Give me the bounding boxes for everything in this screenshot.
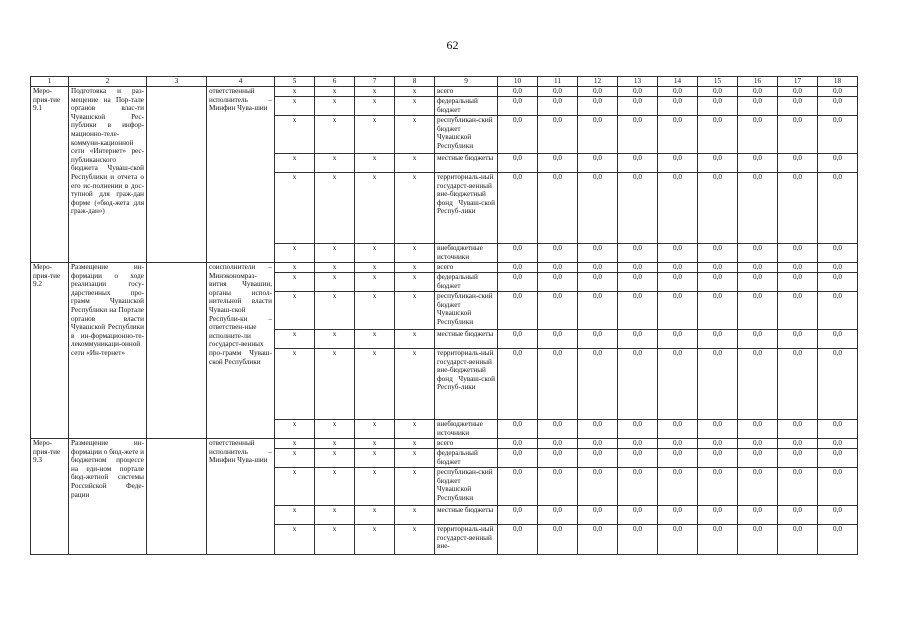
column-header: 11 — [538, 77, 578, 87]
value-cell: 0,0 — [618, 263, 658, 273]
x-cell: x — [315, 87, 355, 97]
value-cell: 0,0 — [698, 439, 738, 449]
column-header: 10 — [498, 77, 538, 87]
value-cell: 0,0 — [818, 449, 858, 468]
column-header: 17 — [778, 77, 818, 87]
value-cell: 0,0 — [698, 525, 738, 555]
value-cell: 0,0 — [538, 263, 578, 273]
x-cell: x — [395, 468, 435, 506]
value-cell: 0,0 — [738, 506, 778, 525]
x-cell: x — [275, 506, 315, 525]
value-cell: 0,0 — [778, 349, 818, 420]
x-cell: x — [395, 349, 435, 420]
value-cell: 0,0 — [778, 525, 818, 555]
x-cell: x — [395, 525, 435, 555]
source-cell: территориаль-ный государст-венный вне-бюджетный фонд Чуваш-ской Респуб-лики — [435, 173, 498, 244]
value-cell: 0,0 — [698, 349, 738, 420]
x-cell: x — [315, 263, 355, 273]
source-cell: местные бюджеты — [435, 154, 498, 173]
x-cell: x — [355, 154, 395, 173]
executor-cell: ответственный исполнитель – Минфин Чува-шии — [207, 87, 275, 263]
source-cell: федеральный бюджет — [435, 97, 498, 116]
source-cell: всего — [435, 439, 498, 449]
value-cell: 0,0 — [818, 263, 858, 273]
x-cell: x — [275, 292, 315, 330]
x-cell: x — [355, 468, 395, 506]
x-cell: x — [395, 420, 435, 439]
source-cell: местные бюджеты — [435, 330, 498, 349]
value-cell: 0,0 — [538, 154, 578, 173]
x-cell: x — [315, 273, 355, 292]
column-header: 5 — [275, 77, 315, 87]
value-cell: 0,0 — [618, 97, 658, 116]
source-cell: республикан-ский бюджет Чувашской Республики — [435, 468, 498, 506]
x-cell: x — [315, 468, 355, 506]
value-cell: 0,0 — [698, 263, 738, 273]
value-cell: 0,0 — [778, 292, 818, 330]
value-cell: 0,0 — [538, 116, 578, 154]
x-cell: x — [355, 349, 395, 420]
value-cell: 0,0 — [498, 468, 538, 506]
page-number: 62 — [446, 38, 459, 52]
x-cell: x — [315, 525, 355, 555]
x-cell: x — [275, 263, 315, 273]
value-cell: 0,0 — [538, 506, 578, 525]
x-cell: x — [355, 439, 395, 449]
value-cell: 0,0 — [658, 173, 698, 244]
header-row — [31, 77, 858, 87]
x-cell: x — [355, 173, 395, 244]
executor-cell: соисполнители – Минэкономраз-вития Чувашии, органы испол-нительной власти Чуваш-ской Республи-ки – ответствен-ные исполните-ли государст-венных про-грамм Чуваш-ской Республики — [207, 263, 275, 439]
value-cell: 0,0 — [658, 330, 698, 349]
column-header: 4 — [207, 77, 275, 87]
value-cell: 0,0 — [578, 87, 618, 97]
x-cell: x — [275, 439, 315, 449]
x-cell: x — [275, 468, 315, 506]
column-header: 9 — [435, 77, 498, 87]
value-cell: 0,0 — [738, 449, 778, 468]
value-cell: 0,0 — [698, 273, 738, 292]
value-cell: 0,0 — [538, 173, 578, 244]
value-cell: 0,0 — [578, 173, 618, 244]
value-cell: 0,0 — [778, 244, 818, 263]
x-cell: x — [355, 97, 395, 116]
x-cell: x — [315, 116, 355, 154]
source-cell: федеральный бюджет — [435, 273, 498, 292]
x-cell: x — [395, 292, 435, 330]
value-cell: 0,0 — [818, 439, 858, 449]
value-cell: 0,0 — [778, 420, 818, 439]
x-cell: x — [355, 244, 395, 263]
value-cell: 0,0 — [618, 330, 658, 349]
source-cell: республикан-ский бюджет Чувашской Республики — [435, 116, 498, 154]
value-cell: 0,0 — [738, 525, 778, 555]
column-header: 12 — [578, 77, 618, 87]
column-header: 7 — [355, 77, 395, 87]
column-header: 6 — [315, 77, 355, 87]
x-cell: x — [395, 244, 435, 263]
value-cell: 0,0 — [578, 420, 618, 439]
value-cell: 0,0 — [658, 116, 698, 154]
value-cell: 0,0 — [578, 506, 618, 525]
value-cell: 0,0 — [538, 330, 578, 349]
value-cell: 0,0 — [658, 273, 698, 292]
description-cell: Размещение ин-формации о ходе реализации госу-дарственных про-грамм Чувашской Республики на Портале органов власти Чувашской Республики в ин-формационно-те-лекоммуникаци-онной сети «Ин-тернет» — [69, 263, 147, 439]
value-cell: 0,0 — [498, 420, 538, 439]
value-cell: 0,0 — [618, 420, 658, 439]
source-cell: местные бюджеты — [435, 506, 498, 525]
value-cell: 0,0 — [698, 506, 738, 525]
value-cell: 0,0 — [738, 468, 778, 506]
value-cell: 0,0 — [498, 439, 538, 449]
value-cell: 0,0 — [658, 449, 698, 468]
value-cell: 0,0 — [658, 292, 698, 330]
x-cell: x — [315, 154, 355, 173]
value-cell: 0,0 — [698, 173, 738, 244]
x-cell: x — [275, 273, 315, 292]
value-cell: 0,0 — [698, 330, 738, 349]
value-cell: 0,0 — [658, 244, 698, 263]
value-cell: 0,0 — [698, 154, 738, 173]
measure-cell: Меро-прия-тие 9.3 — [31, 439, 69, 555]
x-cell: x — [315, 420, 355, 439]
value-cell: 0,0 — [818, 468, 858, 506]
description-cell: Размещение ин-формации о бюд-жете и бюджетном процессе на еди-ном портале бюд-жетной системы Российской Феде-рации — [69, 439, 147, 555]
value-cell: 0,0 — [778, 116, 818, 154]
value-cell: 0,0 — [658, 439, 698, 449]
source-cell: федеральный бюджет — [435, 449, 498, 468]
value-cell: 0,0 — [818, 330, 858, 349]
measure-cell: Меро-прия-тие 9.1 — [31, 87, 69, 263]
x-cell: x — [395, 87, 435, 97]
value-cell: 0,0 — [618, 292, 658, 330]
value-cell: 0,0 — [498, 506, 538, 525]
value-cell: 0,0 — [778, 468, 818, 506]
x-cell: x — [275, 330, 315, 349]
value-cell: 0,0 — [778, 273, 818, 292]
x-cell: x — [275, 449, 315, 468]
value-cell: 0,0 — [498, 263, 538, 273]
value-cell: 0,0 — [818, 97, 858, 116]
value-cell: 0,0 — [538, 349, 578, 420]
x-cell: x — [395, 330, 435, 349]
value-cell: 0,0 — [698, 97, 738, 116]
value-cell: 0,0 — [578, 449, 618, 468]
x-cell: x — [395, 97, 435, 116]
value-cell: 0,0 — [738, 439, 778, 449]
value-cell: 0,0 — [738, 97, 778, 116]
value-cell: 0,0 — [498, 330, 538, 349]
value-cell: 0,0 — [498, 273, 538, 292]
value-cell: 0,0 — [498, 97, 538, 116]
value-cell: 0,0 — [658, 468, 698, 506]
value-cell: 0,0 — [578, 97, 618, 116]
value-cell: 0,0 — [818, 154, 858, 173]
x-cell: x — [275, 420, 315, 439]
value-cell: 0,0 — [738, 116, 778, 154]
x-cell: x — [275, 87, 315, 97]
value-cell: 0,0 — [738, 154, 778, 173]
value-cell: 0,0 — [778, 439, 818, 449]
source-cell: внебюджетные источники — [435, 244, 498, 263]
x-cell: x — [315, 439, 355, 449]
value-cell: 0,0 — [538, 449, 578, 468]
value-cell: 0,0 — [618, 525, 658, 555]
empty-cell — [147, 87, 207, 263]
value-cell: 0,0 — [658, 525, 698, 555]
value-cell: 0,0 — [618, 506, 658, 525]
value-cell: 0,0 — [498, 525, 538, 555]
value-cell: 0,0 — [618, 244, 658, 263]
x-cell: x — [355, 525, 395, 555]
table-row — [31, 87, 858, 97]
value-cell: 0,0 — [578, 154, 618, 173]
value-cell: 0,0 — [818, 273, 858, 292]
table-row — [31, 439, 858, 449]
column-header: 16 — [738, 77, 778, 87]
x-cell: x — [395, 263, 435, 273]
value-cell: 0,0 — [618, 349, 658, 420]
x-cell: x — [315, 244, 355, 263]
value-cell: 0,0 — [578, 292, 618, 330]
value-cell: 0,0 — [778, 154, 818, 173]
value-cell: 0,0 — [498, 173, 538, 244]
value-cell: 0,0 — [658, 349, 698, 420]
value-cell: 0,0 — [738, 244, 778, 263]
value-cell: 0,0 — [698, 420, 738, 439]
value-cell: 0,0 — [818, 87, 858, 97]
x-cell: x — [275, 525, 315, 555]
value-cell: 0,0 — [658, 263, 698, 273]
value-cell: 0,0 — [698, 449, 738, 468]
x-cell: x — [275, 173, 315, 244]
value-cell: 0,0 — [818, 420, 858, 439]
x-cell: x — [355, 87, 395, 97]
x-cell: x — [275, 97, 315, 116]
empty-cell — [147, 263, 207, 439]
value-cell: 0,0 — [698, 468, 738, 506]
value-cell: 0,0 — [818, 525, 858, 555]
value-cell: 0,0 — [738, 292, 778, 330]
x-cell: x — [275, 244, 315, 263]
value-cell: 0,0 — [778, 97, 818, 116]
value-cell: 0,0 — [738, 420, 778, 439]
x-cell: x — [395, 173, 435, 244]
value-cell: 0,0 — [818, 244, 858, 263]
x-cell: x — [315, 292, 355, 330]
value-cell: 0,0 — [538, 420, 578, 439]
value-cell: 0,0 — [578, 349, 618, 420]
value-cell: 0,0 — [618, 87, 658, 97]
value-cell: 0,0 — [578, 116, 618, 154]
value-cell: 0,0 — [738, 273, 778, 292]
value-cell: 0,0 — [698, 87, 738, 97]
measure-cell: Меро-прия-тие 9.2 — [31, 263, 69, 439]
value-cell: 0,0 — [618, 154, 658, 173]
source-cell: всего — [435, 263, 498, 273]
value-cell: 0,0 — [698, 292, 738, 330]
value-cell: 0,0 — [498, 349, 538, 420]
value-cell: 0,0 — [778, 330, 818, 349]
x-cell: x — [275, 116, 315, 154]
x-cell: x — [355, 420, 395, 439]
value-cell: 0,0 — [778, 263, 818, 273]
x-cell: x — [315, 506, 355, 525]
value-cell: 0,0 — [538, 273, 578, 292]
value-cell: 0,0 — [818, 506, 858, 525]
source-cell: республикан-ский бюджет Чувашской Республики — [435, 292, 498, 330]
value-cell: 0,0 — [738, 263, 778, 273]
value-cell: 0,0 — [618, 173, 658, 244]
value-cell: 0,0 — [738, 173, 778, 244]
value-cell: 0,0 — [578, 525, 618, 555]
x-cell: x — [355, 116, 395, 154]
column-header: 13 — [618, 77, 658, 87]
x-cell: x — [315, 173, 355, 244]
value-cell: 0,0 — [498, 154, 538, 173]
value-cell: 0,0 — [578, 263, 618, 273]
x-cell: x — [315, 97, 355, 116]
column-header: 15 — [698, 77, 738, 87]
value-cell: 0,0 — [578, 439, 618, 449]
source-cell: территориаль-ный государст-венный вне- — [435, 525, 498, 555]
value-cell: 0,0 — [498, 87, 538, 97]
value-cell: 0,0 — [818, 292, 858, 330]
value-cell: 0,0 — [538, 292, 578, 330]
value-cell: 0,0 — [658, 506, 698, 525]
value-cell: 0,0 — [738, 87, 778, 97]
x-cell: x — [395, 439, 435, 449]
column-header: 14 — [658, 77, 698, 87]
value-cell: 0,0 — [498, 244, 538, 263]
x-cell: x — [395, 273, 435, 292]
column-header: 2 — [69, 77, 147, 87]
executor-cell: ответственный исполнитель – Минфин Чува-шии — [207, 439, 275, 555]
x-cell: x — [355, 292, 395, 330]
value-cell: 0,0 — [618, 468, 658, 506]
x-cell: x — [315, 449, 355, 468]
column-header: 1 — [31, 77, 69, 87]
value-cell: 0,0 — [538, 97, 578, 116]
value-cell: 0,0 — [658, 97, 698, 116]
value-cell: 0,0 — [498, 292, 538, 330]
budget-table — [30, 76, 858, 555]
source-cell: всего — [435, 87, 498, 97]
value-cell: 0,0 — [778, 449, 818, 468]
value-cell: 0,0 — [578, 330, 618, 349]
x-cell: x — [355, 449, 395, 468]
column-header: 18 — [818, 77, 858, 87]
value-cell: 0,0 — [618, 116, 658, 154]
source-cell: территориаль-ный государст-венный вне-бюджетный фонд Чуваш-ской Респуб-лики — [435, 349, 498, 420]
x-cell: x — [355, 263, 395, 273]
value-cell: 0,0 — [538, 439, 578, 449]
x-cell: x — [395, 506, 435, 525]
value-cell: 0,0 — [778, 87, 818, 97]
value-cell: 0,0 — [618, 439, 658, 449]
x-cell: x — [355, 273, 395, 292]
value-cell: 0,0 — [778, 173, 818, 244]
x-cell: x — [315, 349, 355, 420]
value-cell: 0,0 — [578, 273, 618, 292]
value-cell: 0,0 — [818, 349, 858, 420]
x-cell: x — [395, 449, 435, 468]
column-header: 3 — [147, 77, 207, 87]
x-cell: x — [395, 116, 435, 154]
value-cell: 0,0 — [618, 273, 658, 292]
x-cell: x — [395, 154, 435, 173]
value-cell: 0,0 — [698, 244, 738, 263]
empty-cell — [147, 439, 207, 555]
description-cell: Подготовка и раз-мещение на Пор-тале органов влас-ти Чувашской Рес-публики в инфор-мационно-теле-коммуни-кационной сети «Интернет» рес-публиканского бюджета Чуваш-ской Республики и отчета о его ис-полнении в дос-тупной для граж-дан форме («бюд-жета для граж-дан») — [69, 87, 147, 263]
value-cell: 0,0 — [658, 154, 698, 173]
x-cell: x — [315, 330, 355, 349]
column-header: 8 — [395, 77, 435, 87]
value-cell: 0,0 — [578, 244, 618, 263]
value-cell: 0,0 — [818, 173, 858, 244]
value-cell: 0,0 — [538, 525, 578, 555]
value-cell: 0,0 — [538, 87, 578, 97]
table-row — [31, 263, 858, 273]
value-cell: 0,0 — [698, 116, 738, 154]
value-cell: 0,0 — [618, 449, 658, 468]
x-cell: x — [355, 330, 395, 349]
x-cell: x — [275, 154, 315, 173]
value-cell: 0,0 — [818, 116, 858, 154]
value-cell: 0,0 — [538, 468, 578, 506]
x-cell: x — [355, 506, 395, 525]
value-cell: 0,0 — [658, 420, 698, 439]
value-cell: 0,0 — [498, 449, 538, 468]
x-cell: x — [275, 349, 315, 420]
value-cell: 0,0 — [658, 87, 698, 97]
value-cell: 0,0 — [738, 349, 778, 420]
value-cell: 0,0 — [578, 468, 618, 506]
value-cell: 0,0 — [498, 116, 538, 154]
value-cell: 0,0 — [538, 244, 578, 263]
value-cell: 0,0 — [778, 506, 818, 525]
value-cell: 0,0 — [738, 330, 778, 349]
source-cell: внебюджетные источники — [435, 420, 498, 439]
